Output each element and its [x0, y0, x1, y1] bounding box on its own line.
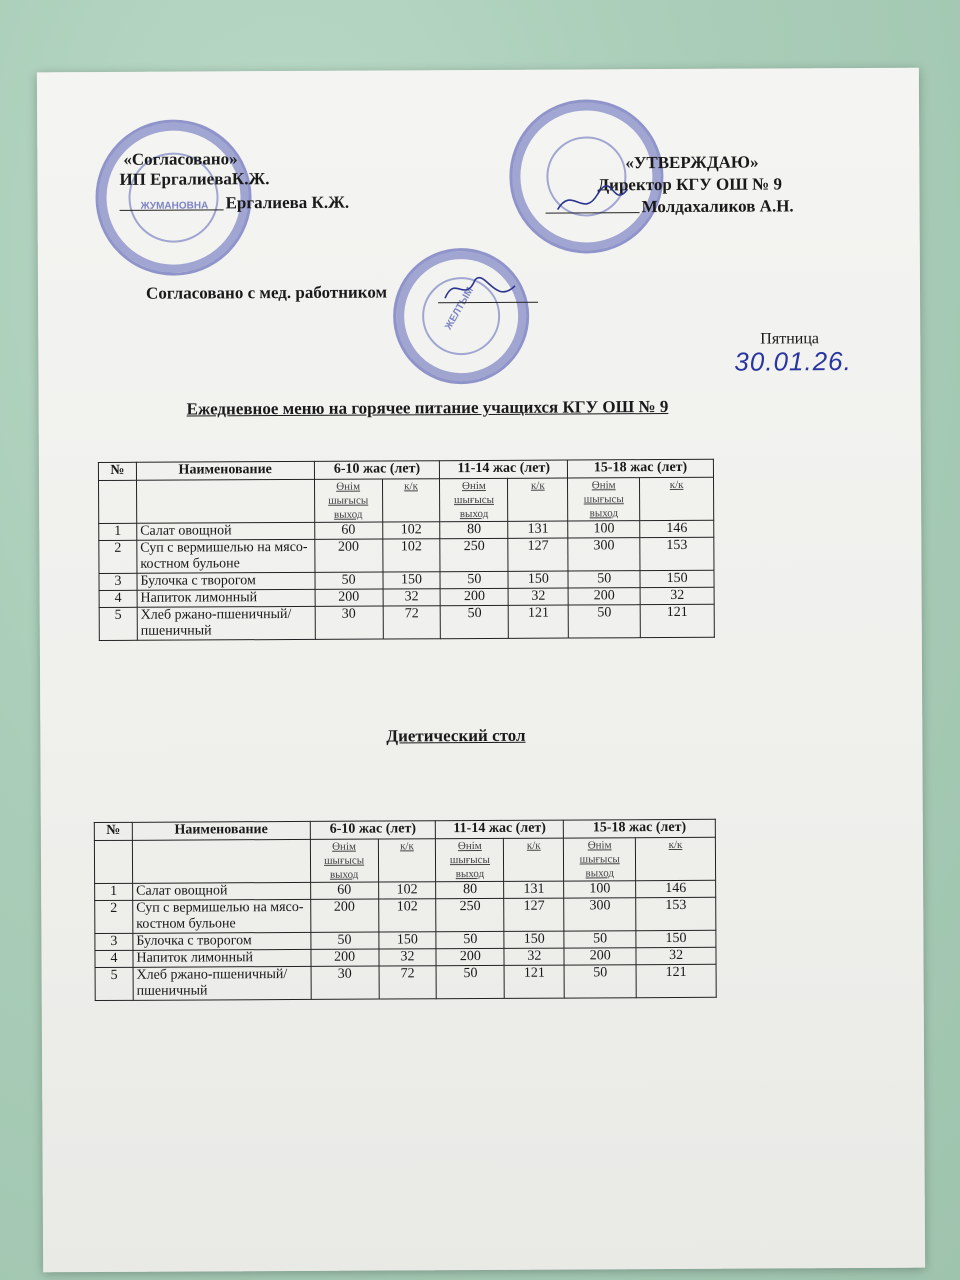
row-number: 2	[95, 900, 133, 933]
dish-name: Напиток лимонный	[133, 949, 311, 967]
col-age1-header: 6-10 жас (лет)	[310, 821, 436, 840]
kk-value: 121	[509, 605, 569, 638]
empty-cell	[99, 480, 137, 523]
output-value: 50	[441, 605, 509, 638]
kk-value: 121	[636, 964, 716, 997]
row-number: 4	[95, 950, 133, 967]
kk-value: 32	[508, 588, 568, 605]
output-value: 50	[568, 571, 640, 588]
kk-value: 121	[504, 965, 564, 998]
output-value: 80	[440, 521, 508, 538]
medical-stamp-word: ЖЕЛТЫМ	[443, 285, 476, 332]
agreed-label: «Согласовано»	[123, 149, 238, 169]
kk-value: 102	[382, 539, 440, 572]
table-row	[95, 964, 716, 1000]
dish-name: Булочка с творогом	[133, 932, 311, 950]
table-row	[95, 897, 716, 933]
kk-value: 102	[378, 899, 436, 932]
col-name-header: Наименование	[132, 821, 310, 840]
output-value: 50	[564, 965, 636, 998]
agreed-ip: ИП ЕргалиеваК.Ж.	[119, 169, 270, 189]
row-number: 3	[95, 933, 133, 950]
output-value: 50	[436, 931, 504, 948]
diet-table-title: Диетический стол	[386, 725, 526, 746]
dish-name: Салат овощной	[133, 882, 311, 900]
diet-menu-table	[94, 819, 717, 1001]
col-age1-header: 6-10 жас (лет)	[314, 461, 440, 480]
kk-subheader: к/к	[504, 838, 564, 881]
output-value: 50	[564, 931, 636, 948]
row-number: 4	[99, 590, 137, 607]
col-num-header: №	[94, 822, 132, 840]
output-value: 50	[568, 605, 640, 638]
kk-value: 102	[378, 882, 436, 899]
output-value: 30	[311, 966, 379, 999]
output-value: 250	[436, 898, 504, 931]
kk-value: 150	[636, 930, 716, 947]
kk-value: 127	[508, 538, 568, 571]
agreed-signer: Ергалиева К.Ж.	[225, 192, 350, 213]
kk-value: 150	[504, 931, 564, 948]
output-subheader: Өнім шығысы выход	[310, 839, 378, 882]
left-stamp-word: ЖУМАНОВНА	[140, 200, 209, 212]
kk-subheader: к/к	[382, 479, 440, 522]
output-value: 50	[311, 932, 379, 949]
kk-value: 153	[636, 897, 716, 930]
table-row	[99, 604, 714, 640]
kk-value: 146	[640, 520, 714, 537]
empty-cell	[136, 479, 314, 523]
med-agreed-label: Согласовано с мед. работником	[145, 282, 388, 303]
output-value: 30	[315, 606, 383, 639]
kk-value: 150	[383, 572, 441, 589]
kk-value: 131	[504, 881, 564, 898]
hot-meal-menu-table	[98, 459, 715, 641]
approve-position: Директор КГУ ОШ № 9	[597, 174, 782, 195]
row-number: 5	[95, 967, 133, 1000]
output-value: 200	[440, 588, 508, 605]
output-subheader: Өнім шығысы выход	[314, 479, 382, 522]
output-subheader: Өнім шығысы выход	[440, 478, 508, 521]
row-number: 2	[99, 540, 137, 573]
kk-value: 127	[504, 898, 564, 931]
empty-cell	[132, 839, 310, 883]
kk-value: 131	[508, 521, 568, 538]
approve-label: «УТВЕРЖДАЮ»	[625, 152, 759, 173]
handwritten-date: 30.01.26.	[734, 346, 852, 377]
kk-subheader: к/к	[636, 837, 716, 880]
kk-value: 32	[383, 589, 441, 606]
kk-value: 32	[636, 947, 716, 964]
table-row	[99, 537, 714, 573]
dish-name: Булочка с творогом	[137, 572, 315, 590]
dish-name: Хлеб ржано-пшеничный/пшеничный	[137, 606, 315, 640]
kk-value: 121	[640, 604, 714, 637]
output-value: 200	[314, 539, 382, 572]
row-number: 1	[99, 523, 137, 540]
med-signature	[440, 266, 520, 306]
dish-name: Суп с вермишелью на мясо-костном бульоне	[137, 539, 315, 573]
kk-value: 72	[379, 966, 437, 999]
output-value: 200	[436, 948, 504, 965]
output-subheader: Өнім шығысы выход	[436, 838, 504, 881]
kk-value: 72	[383, 606, 441, 639]
row-number: 5	[99, 607, 137, 640]
output-value: 60	[310, 882, 378, 899]
kk-value: 146	[636, 880, 716, 897]
output-value: 300	[568, 538, 640, 571]
col-age2-header: 11-14 жас (лет)	[440, 460, 568, 479]
row-number: 3	[99, 573, 137, 590]
output-value: 200	[315, 589, 383, 606]
dish-name: Салат овощной	[137, 522, 315, 540]
output-value: 200	[564, 948, 636, 965]
approve-signer: Молдахаликов А.Н.	[641, 196, 794, 217]
document-page	[37, 68, 925, 1273]
output-subheader: Өнім шығысы выход	[568, 478, 640, 521]
kk-value: 32	[640, 587, 714, 604]
output-value: 80	[436, 881, 504, 898]
dish-name: Хлеб ржано-пшеничный/пшеничный	[133, 966, 311, 1000]
col-num-header: №	[98, 462, 136, 480]
col-age3-header: 15-18 жас (лет)	[568, 459, 714, 478]
output-value: 100	[568, 521, 640, 538]
kk-subheader: к/к	[508, 478, 568, 521]
kk-value: 32	[504, 948, 564, 965]
dish-name: Суп с вермишелью на мясо-костном бульоне	[133, 899, 311, 933]
col-name-header: Наименование	[136, 461, 314, 480]
output-value: 200	[310, 899, 378, 932]
col-age2-header: 11-14 жас (лет)	[436, 820, 564, 839]
output-value: 60	[314, 522, 382, 539]
kk-subheader: к/к	[378, 839, 436, 882]
kk-value: 150	[378, 932, 436, 949]
dish-name: Напиток лимонный	[137, 589, 315, 607]
kk-value: 150	[508, 571, 568, 588]
col-age3-header: 15-18 жас (лет)	[564, 819, 716, 838]
kk-value: 102	[382, 522, 440, 539]
output-value: 100	[564, 881, 636, 898]
output-value: 250	[440, 538, 508, 571]
kk-value: 150	[640, 570, 714, 587]
kk-subheader: к/к	[640, 477, 714, 520]
output-value: 50	[440, 571, 508, 588]
output-value: 200	[568, 588, 640, 605]
empty-cell	[94, 840, 132, 883]
director-signature	[552, 179, 632, 219]
kk-value: 153	[640, 537, 714, 570]
output-value: 50	[315, 572, 383, 589]
output-subheader: Өнім шығысы выход	[564, 838, 636, 881]
main-menu-title: Ежедневное меню на горячее питание учащихся КГУ ОШ № 9	[186, 397, 669, 419]
day-of-week: Пятница	[760, 330, 820, 348]
kk-value: 32	[379, 949, 437, 966]
output-value: 50	[437, 965, 505, 998]
row-number: 1	[95, 883, 133, 900]
output-value: 200	[311, 949, 379, 966]
output-value: 300	[564, 898, 636, 931]
